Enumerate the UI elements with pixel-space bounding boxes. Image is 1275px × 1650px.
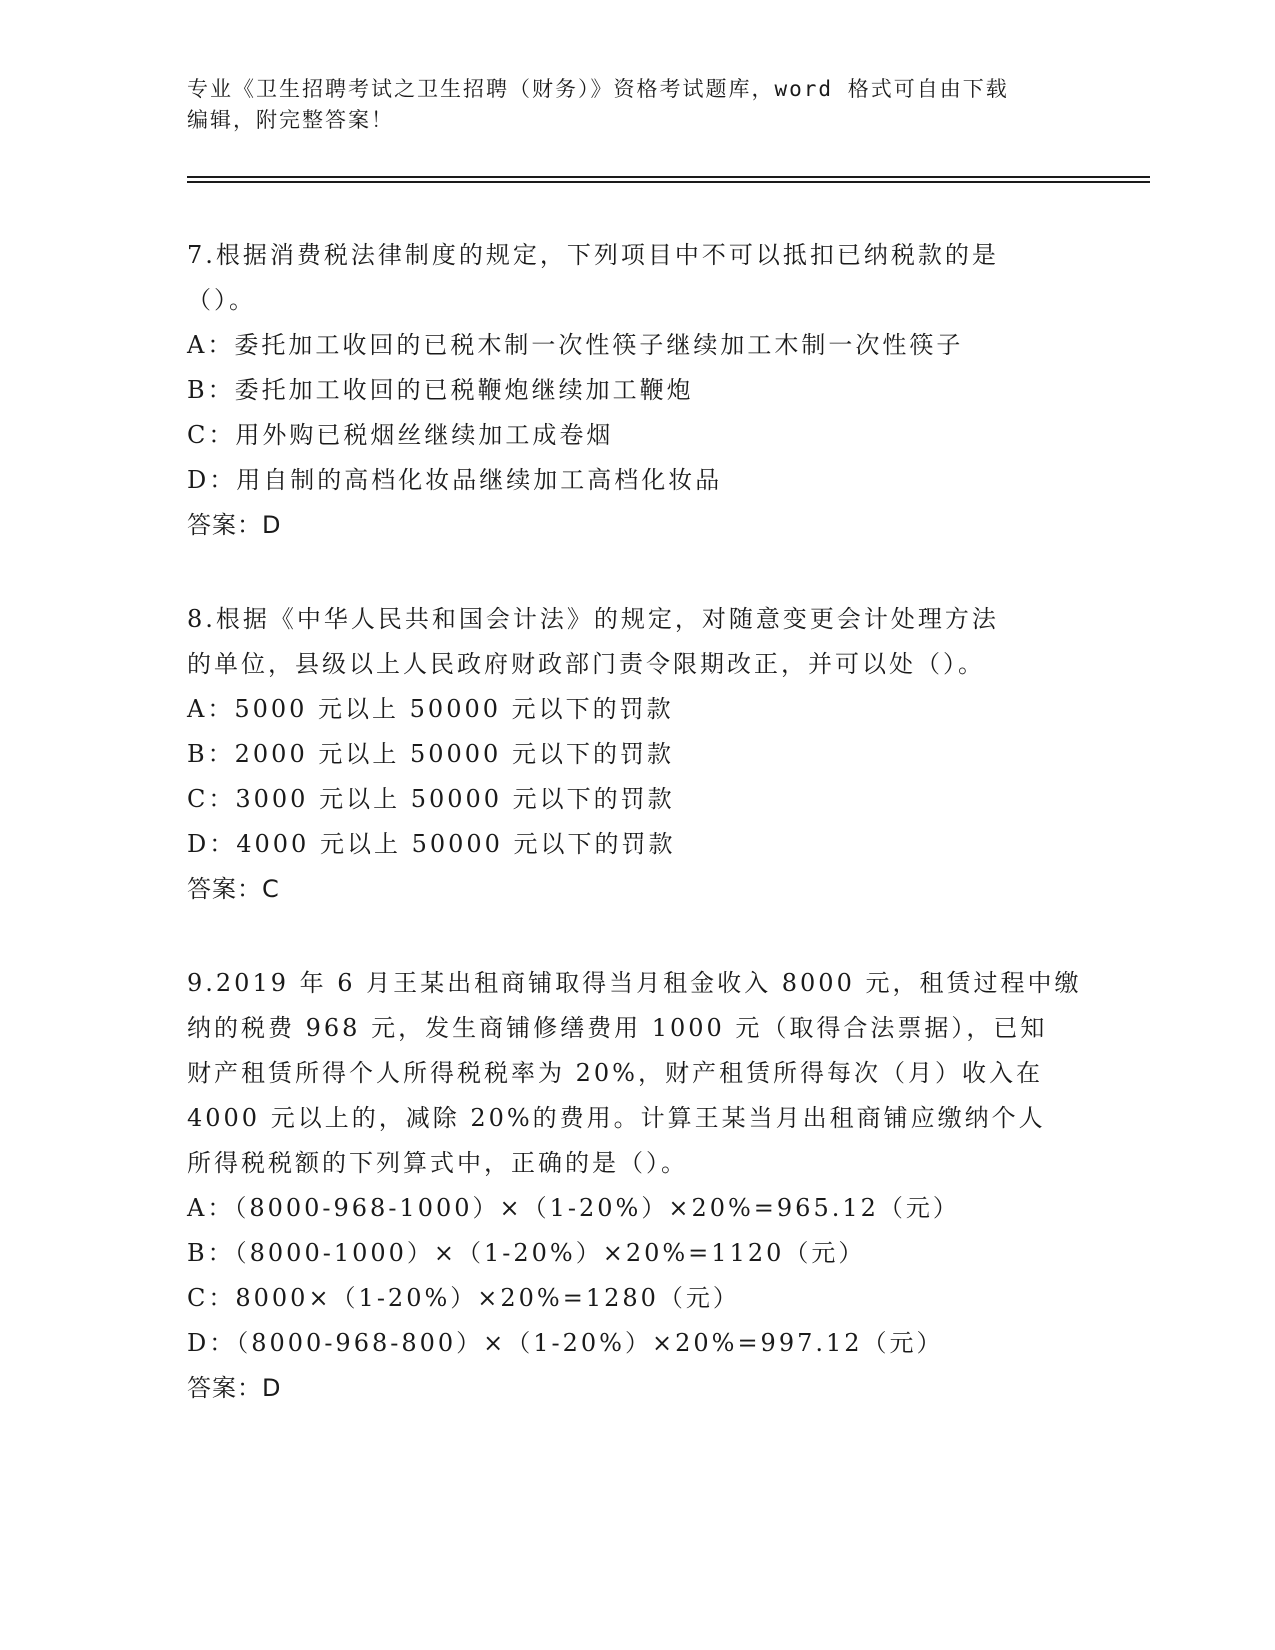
option-c: C：3000 元以上 50000 元以下的罚款 [187, 785, 675, 813]
option-b: B：（8000-1000）×（1-20%）×20%=1120（元） [187, 1239, 866, 1267]
option-a: A：（8000-968-1000）×（1-20%）×20%=965.12（元） [187, 1194, 960, 1222]
option-d: D：（8000-968-800）×（1-20%）×20%=997.12（元） [187, 1329, 944, 1357]
question-stem-line: 所得税税额的下列算式中，正确的是（）。 [187, 1149, 688, 1177]
question-stem-line: 4000 元以上的，减除 20%的费用。计算王某当月出租商铺应缴纳个人 [187, 1104, 1046, 1132]
question-7 [187, 233, 1087, 548]
question-stem-line: 8.根据《中华人民共和国会计法》的规定，对随意变更会计处理方法 [187, 605, 999, 633]
answer-label: 答案：D [187, 511, 282, 539]
header-divider-top [187, 176, 1150, 178]
option-b: B：委托加工收回的已税鞭炮继续加工鞭炮 [187, 376, 694, 404]
header-line-1: 专业《卫生招聘考试之卫生招聘（财务）》资格考试题库，word 格式可自由下载 [187, 77, 1009, 101]
question-stem-line: 9.2019 年 6 月王某出租商铺取得当月租金收入 8000 元，租赁过程中缴 [187, 969, 1082, 997]
question-stem-line: 7.根据消费税法律制度的规定，下列项目中不可以抵扣已纳税款的是 [187, 241, 999, 269]
question-stem-line: 纳的税费 968 元，发生商铺修缮费用 1000 元（取得合法票据），已知 [187, 1014, 1048, 1042]
option-d: D：4000 元以上 50000 元以下的罚款 [187, 830, 676, 858]
answer-label: 答案：C [187, 875, 280, 903]
option-b: B：2000 元以上 50000 元以下的罚款 [187, 740, 674, 768]
option-c: C：用外购已税烟丝继续加工成卷烟 [187, 421, 614, 449]
option-d: D：用自制的高档化妆品继续加工高档化妆品 [187, 466, 723, 494]
question-stem-line: 的单位，县级以上人民政府财政部门责令限期改正，并可以处（）。 [187, 650, 985, 678]
question-9 [187, 961, 1087, 1411]
option-c: C：8000×（1-20%）×20%=1280（元） [187, 1284, 740, 1312]
option-a: A：委托加工收回的已税木制一次性筷子继续加工木制一次性筷子 [187, 331, 964, 359]
question-stem-line: 财产租赁所得个人所得税税率为 20%，财产租赁所得每次（月）收入在 [187, 1059, 1043, 1087]
question-8 [187, 597, 1087, 912]
header-divider-bottom [187, 181, 1150, 183]
answer-label: 答案：D [187, 1374, 282, 1402]
header-line-2: 编辑，附完整答案！ [187, 108, 394, 132]
document-header [187, 74, 1087, 136]
option-a: A：5000 元以上 50000 元以下的罚款 [187, 695, 674, 723]
question-stem-line: （）。 [187, 286, 256, 314]
